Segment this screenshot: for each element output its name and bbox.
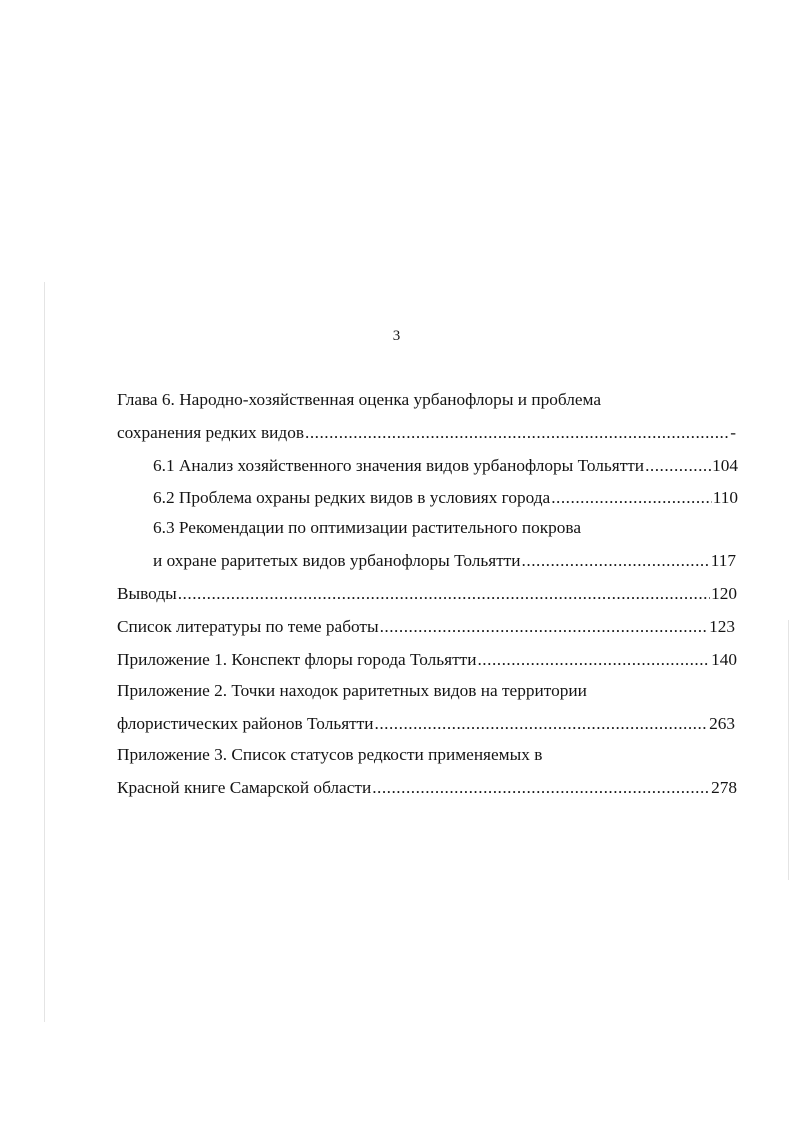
toc-entry-appendix-2[interactable] bbox=[117, 713, 735, 735]
toc-leader-dots bbox=[178, 583, 710, 605]
toc-page-number: 278 bbox=[711, 778, 737, 797]
toc-leader-dots bbox=[372, 777, 710, 799]
toc-entry-label: флористических районов Тольятти bbox=[117, 714, 374, 733]
toc-section-6-3-title: 6.3 Рекомендации по оптимизации растительного покрова bbox=[153, 518, 582, 537]
toc-page-number: 110 bbox=[712, 488, 738, 507]
toc-entry-label: Красной книге Самарской области bbox=[117, 778, 372, 797]
toc-entry-label: Список литературы по теме работы bbox=[117, 617, 379, 636]
toc-leader-dots bbox=[305, 422, 729, 444]
toc-page-number: 120 bbox=[711, 584, 737, 603]
toc-chapter6-title: Глава 6. Народно-хозяйственная оценка урбанофлоры и проблема bbox=[117, 390, 601, 409]
toc-entry-section-6-2[interactable] bbox=[153, 487, 738, 509]
toc-appendix-2-title: Приложение 2. Точки находок раритетных видов на территории bbox=[117, 681, 587, 700]
toc-leader-dots bbox=[551, 487, 712, 509]
scan-edge-line bbox=[788, 620, 789, 880]
toc-entry-label: 6.1 Анализ хозяйственного значения видов урбанофлоры Тольятти bbox=[153, 456, 645, 475]
toc-entry-label: и охране раритетых видов урбанофлоры Тольятти bbox=[153, 551, 521, 570]
toc-entry-references[interactable] bbox=[117, 616, 735, 638]
toc-entry-label: сохранения редких видов bbox=[117, 423, 304, 442]
toc-entry-section-6-1[interactable] bbox=[153, 455, 738, 477]
page-number: 3 bbox=[392, 328, 401, 344]
toc-page-number: 117 bbox=[710, 551, 736, 570]
scan-edge-line bbox=[44, 282, 45, 1022]
toc-page-number: 140 bbox=[711, 650, 737, 669]
toc-leader-dots bbox=[645, 455, 711, 477]
toc-appendix-3-title: Приложение 3. Список статусов редкости применяемых в bbox=[117, 745, 543, 764]
toc-leader-dots bbox=[380, 616, 708, 638]
toc-entry-conclusions[interactable] bbox=[117, 583, 737, 605]
toc-page-number: 104 bbox=[712, 456, 738, 475]
toc-entry-section-6-3[interactable] bbox=[153, 550, 736, 572]
toc-leader-dots bbox=[522, 550, 710, 572]
toc-entry-appendix-1[interactable] bbox=[117, 649, 737, 671]
toc-page-number: 123 bbox=[709, 617, 735, 636]
toc-entry-label: 6.2 Проблема охраны редких видов в условиях города bbox=[153, 488, 551, 507]
toc-leader-dots bbox=[477, 649, 710, 671]
toc-page-number: - bbox=[730, 423, 736, 442]
toc-entry-appendix-3[interactable] bbox=[117, 777, 737, 799]
toc-entry-label: Выводы bbox=[117, 584, 177, 603]
toc-entry-label: Приложение 1. Конспект флоры города Тольятти bbox=[117, 650, 477, 669]
toc-page-number: 263 bbox=[709, 714, 735, 733]
toc-entry-chapter6[interactable] bbox=[117, 422, 736, 444]
toc-leader-dots bbox=[375, 713, 709, 735]
